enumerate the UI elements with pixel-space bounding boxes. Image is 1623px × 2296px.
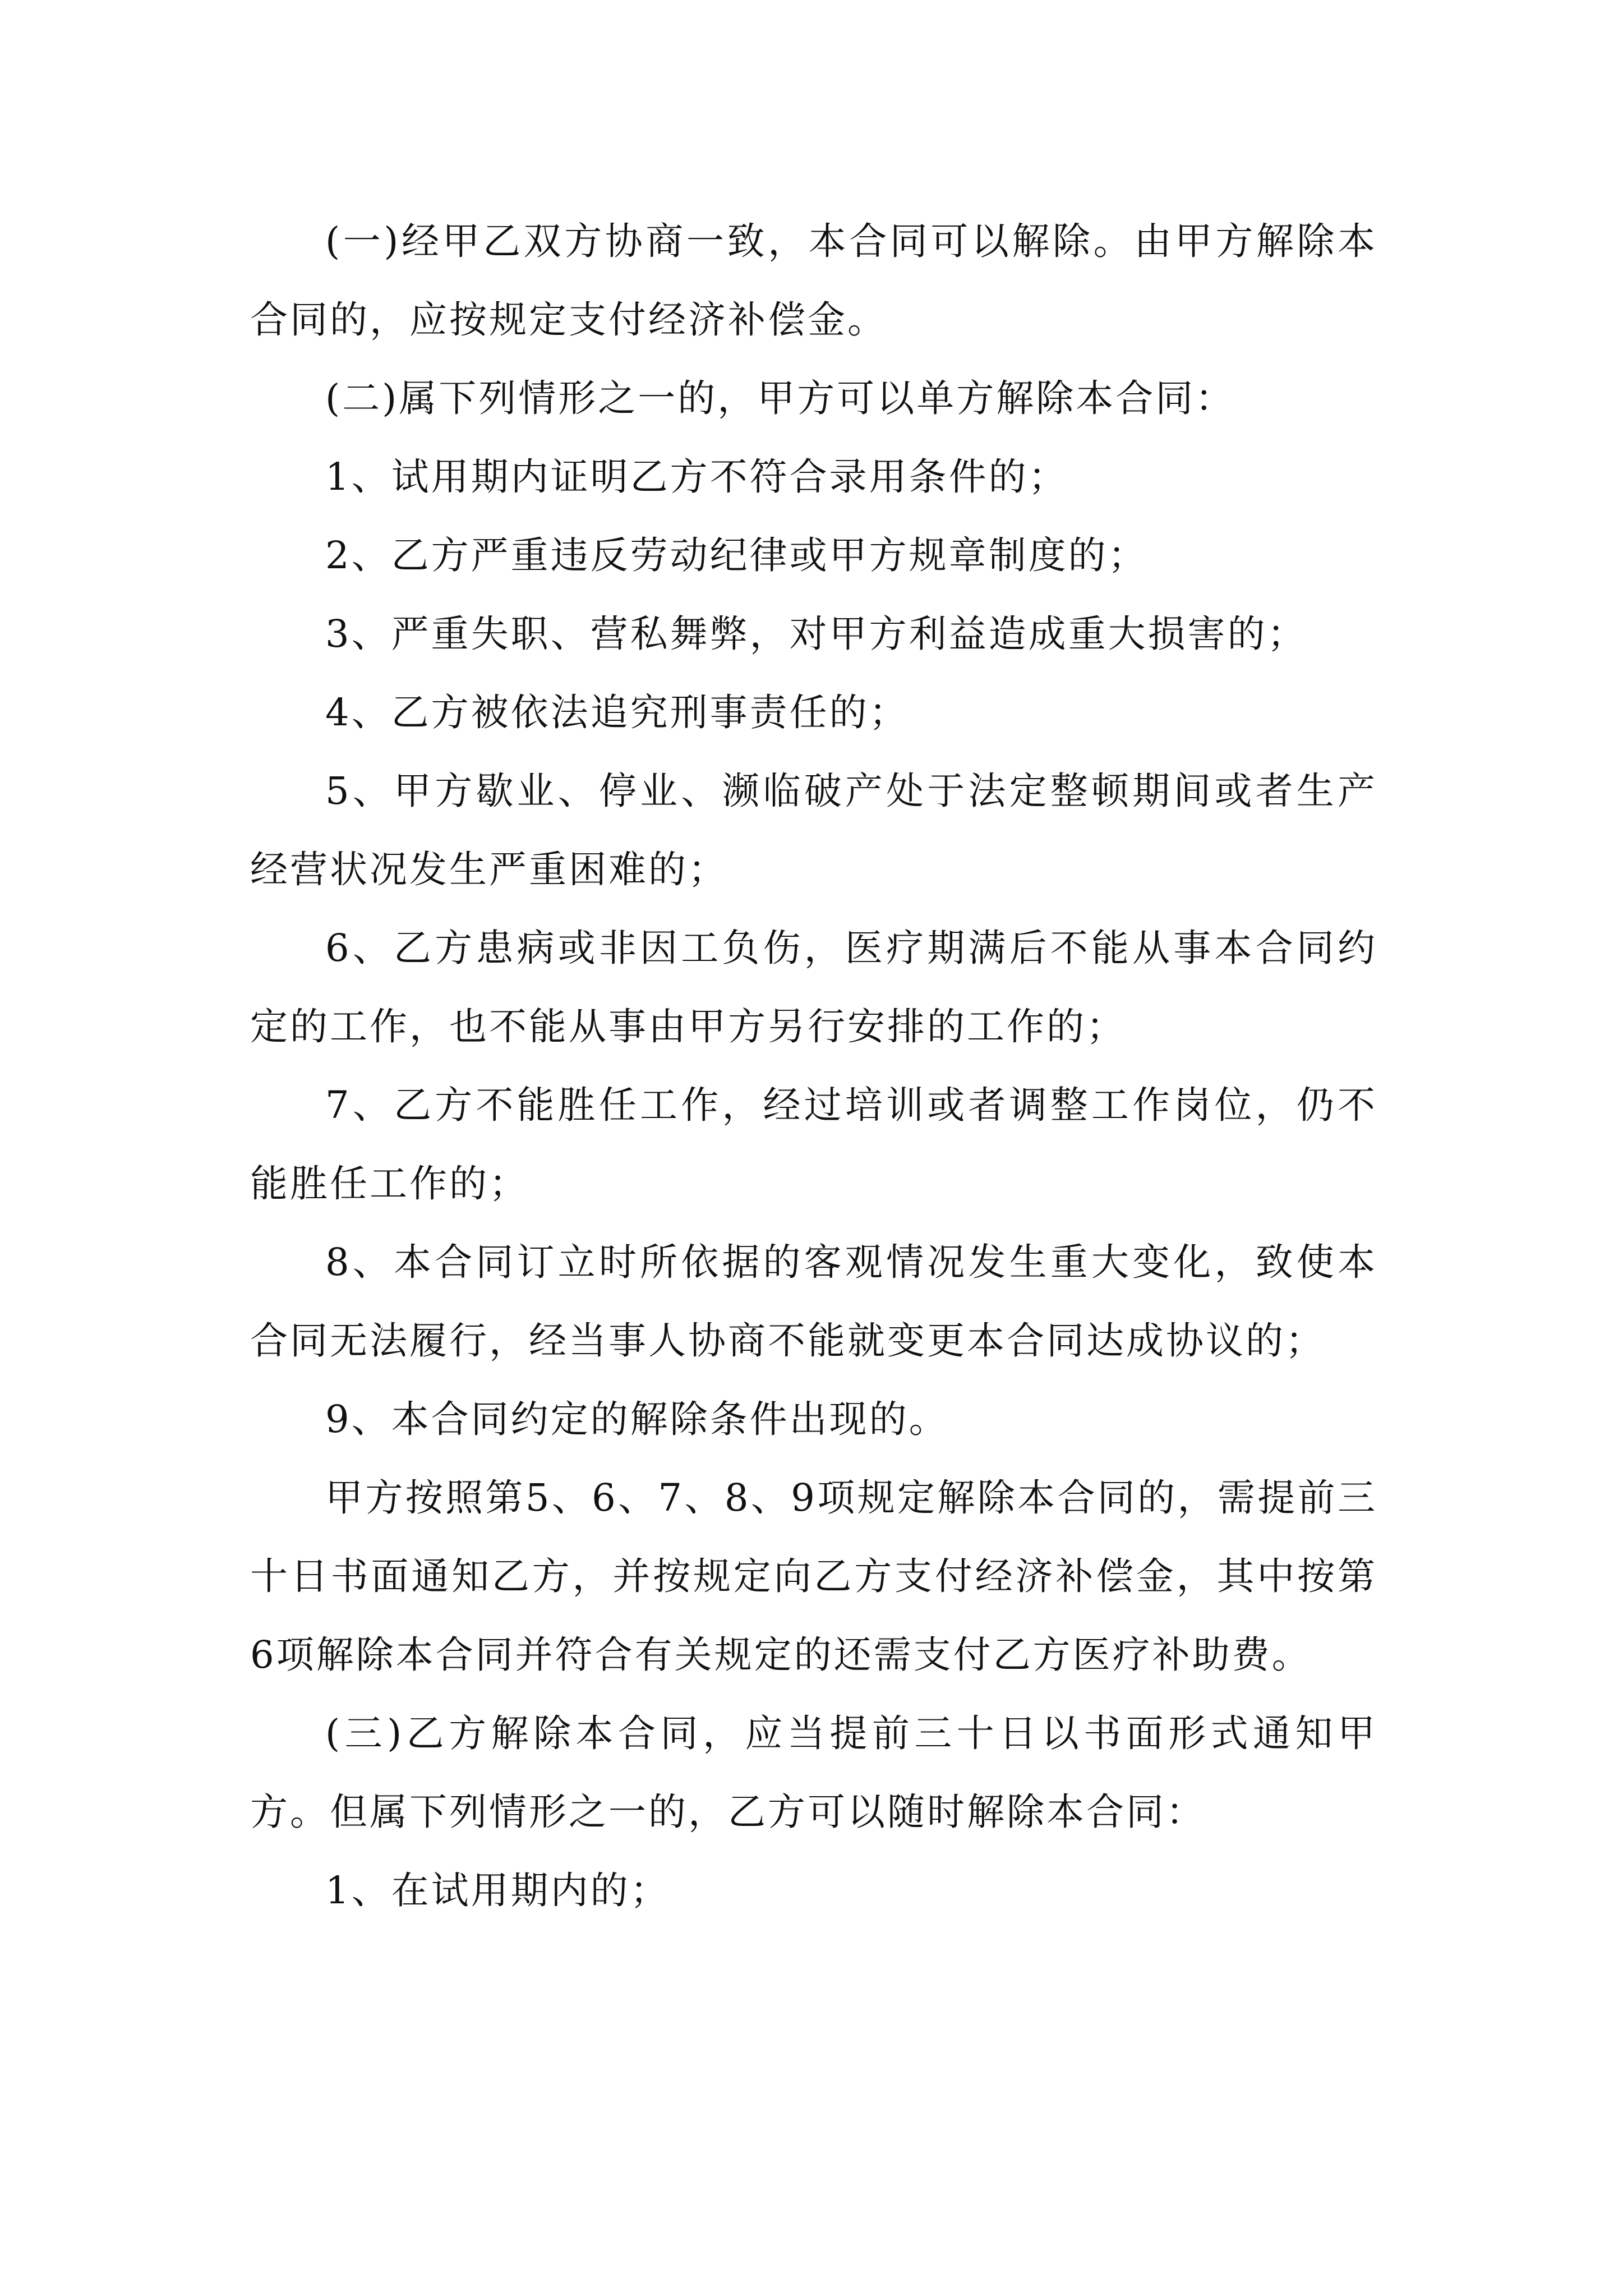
paragraph-notice-and-compensation: 甲方按照第5、6、7、8、9项规定解除本合同的，需提前三十日书面通知乙方，并按规定向乙方支付经济补偿金，其中按第6项解除本合同并符合有关规定的还需支付乙方医疗补助费。	[250, 1476, 1377, 1677]
list-item-4: 4、乙方被依法追究刑事责任的；	[325, 691, 909, 734]
paragraph-employer-unilateral-heading: (二)属下列情形之一的，甲方可以单方解除本合同：	[325, 376, 1235, 420]
paragraph-employee-termination: (三)乙方解除本合同，应当提前三十日以书面形式通知甲方。但属下列情形之一的，乙方可以随时解除本合同：	[250, 1711, 1377, 1834]
list-item-1: 1、试用期内证明乙方不符合录用条件的；	[325, 455, 1068, 499]
list-item-5: 5、甲方歇业、停业、濒临破产处于法定整顿期间或者生产经营状况发生严重困难的；	[250, 769, 1377, 891]
list-item-2: 2、乙方严重违反劳动纪律或甲方规章制度的；	[325, 533, 1148, 577]
list-item-9: 9、本合同约定的解除条件出现的。	[325, 1397, 949, 1441]
list-item-6: 6、乙方患病或非因工负伤，医疗期满后不能从事本合同约定的工作，也不能从事由甲方另行安排的工作的；	[250, 926, 1377, 1048]
list-item-7: 7、乙方不能胜任工作，经过培训或者调整工作岗位，仍不能胜任工作的；	[250, 1083, 1377, 1205]
list-item-3: 3、严重失职、营私舞弊，对甲方利益造成重大损害的；	[325, 612, 1307, 656]
list-item-8: 8、本合同订立时所依据的客观情况发生重大变化，致使本合同无法履行，经当事人协商不能就变更本合同达成协议的；	[250, 1240, 1377, 1363]
document-body	[250, 202, 1377, 1930]
paragraph-mutual-termination: (一)经甲乙双方协商一致，本合同可以解除。由甲方解除本合同的，应按规定支付经济补偿金。	[250, 219, 1377, 342]
list-item-probation: 1、在试用期内的；	[325, 1869, 670, 1912]
